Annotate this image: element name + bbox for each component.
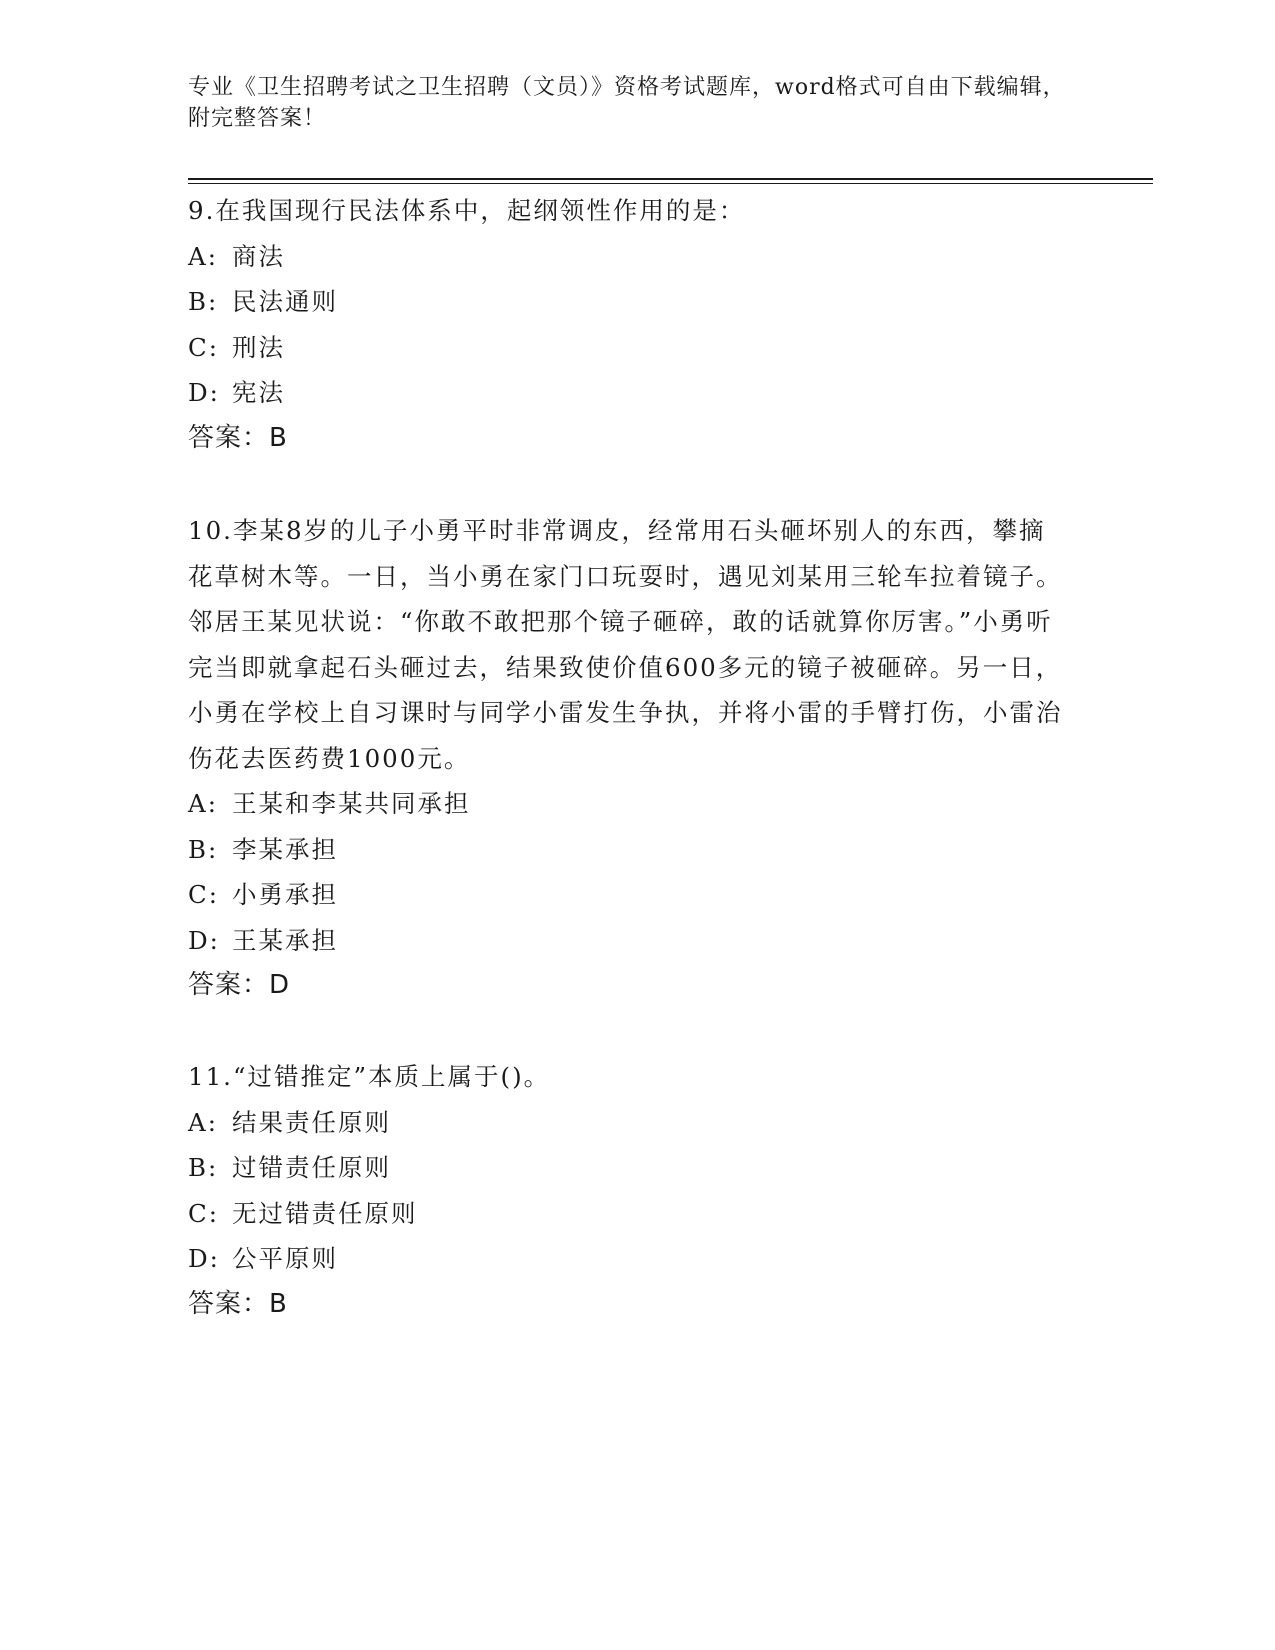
option-key: A: <box>188 1107 218 1137</box>
option-a <box>188 234 1068 280</box>
option-a <box>188 1100 1068 1146</box>
option-c <box>188 872 1068 918</box>
answer: 答案：B <box>188 422 288 453</box>
option-text: 无过错责任原则 <box>232 1198 418 1228</box>
option-key: C: <box>188 880 220 909</box>
option-b <box>188 1145 1068 1191</box>
option-key: A: <box>188 241 218 271</box>
option-text: 过错责任原则 <box>232 1153 391 1182</box>
option-c <box>188 1191 1068 1237</box>
option-b <box>188 827 1068 873</box>
option-text: 小勇承担 <box>232 880 338 909</box>
option-text: 王某和李某共同承担 <box>232 789 471 818</box>
option-key: C: <box>188 332 220 362</box>
option-text: 公平原则 <box>232 1244 338 1273</box>
option-key: D: <box>188 925 220 955</box>
question-9 <box>188 188 1068 461</box>
option-text: 民法通则 <box>232 287 338 316</box>
option-text: 刑法 <box>232 332 285 362</box>
option-d <box>188 1236 1068 1282</box>
question-stem: 11.“过错推定”本质上属于()。 <box>188 1062 551 1091</box>
question-stem: 10.李某8岁的儿子小勇平时非常调皮，经常用石头砸坏别人的东西，攀摘花草树木等。一日，当小勇在家门口玩耍时，遇见刘某用三轮车拉着镜子。邻居王某见状说：“你敢不敢把那个镜子砸碎，敢的话就算你厉害。”小勇听完当即就拿起石头砸过去，结果致使价值600多元的镜子被砸碎。另一日，小勇在学校上自习课时与同学小雷发生争执，并将小雷的手臂打伤，小雷治伤花去医药费1000元。 <box>188 516 1063 773</box>
document-header: 专业《卫生招聘考试之卫生招聘（文员）》资格考试题库，word格式可自由下载编辑，附完整答案！ <box>188 75 1066 131</box>
option-text: 宪法 <box>232 378 285 407</box>
question-11 <box>188 1054 1068 1327</box>
option-key: D: <box>188 378 220 407</box>
option-key: B: <box>188 1153 219 1182</box>
option-text: 结果责任原则 <box>232 1107 391 1137</box>
option-d <box>188 918 1068 964</box>
option-key: A: <box>188 789 218 818</box>
header-divider-thick <box>188 178 1153 180</box>
option-text: 商法 <box>232 241 285 271</box>
question-10 <box>188 508 1068 1009</box>
answer: 答案：B <box>188 1288 288 1319</box>
option-key: D: <box>188 1244 220 1273</box>
option-b <box>188 279 1068 325</box>
question-stem: 9.在我国现行民法体系中，起纲领性作用的是： <box>188 196 746 225</box>
option-c <box>188 325 1068 371</box>
option-text: 王某承担 <box>232 925 338 955</box>
option-key: B: <box>188 834 219 864</box>
option-d <box>188 370 1068 416</box>
option-key: C: <box>188 1198 220 1228</box>
answer: 答案：D <box>188 970 291 1000</box>
header-divider-thin <box>188 183 1153 184</box>
option-a <box>188 781 1068 827</box>
option-key: B: <box>188 287 219 316</box>
option-text: 李某承担 <box>232 834 338 864</box>
